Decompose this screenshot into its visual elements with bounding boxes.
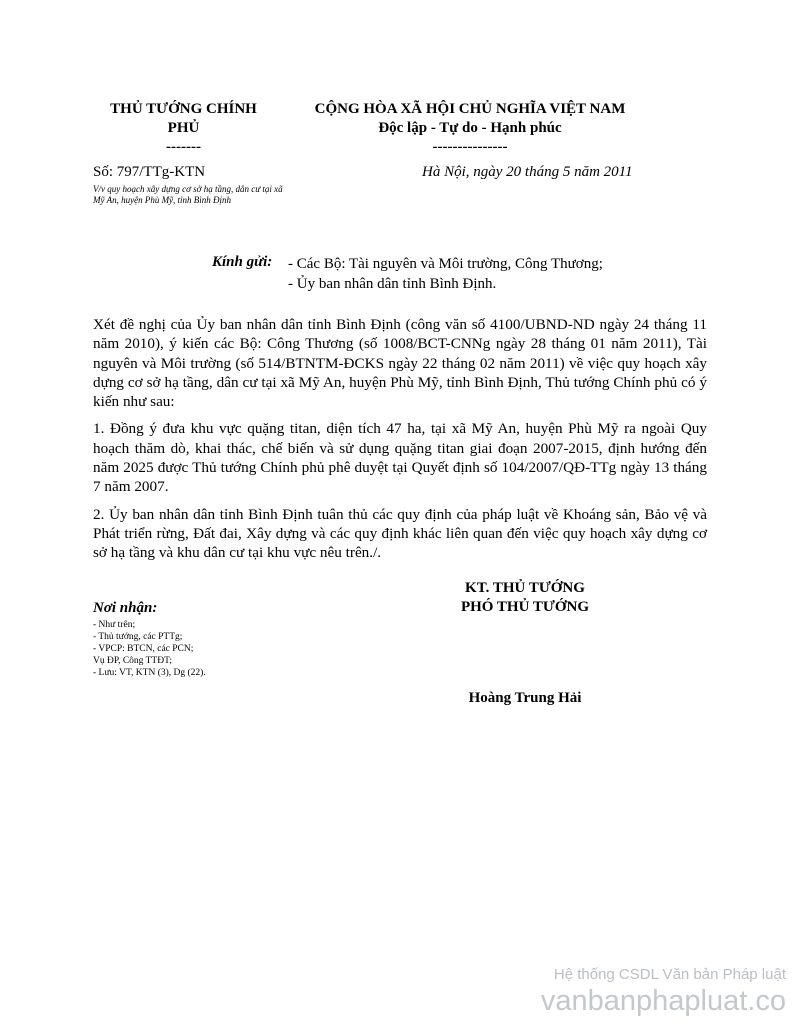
body-paragraph-item-2: 2. Ủy ban nhân dân tỉnh Bình Định tuân thủ các quy định của pháp luật về Khoáng sản, Bảo vệ và Phát triển rừng, Đất đai, Xây dựng và các quy định khác liên quan đến việc quy hoạch xây dựng cơ sở hạ tầng và khu dân cư tại khu vực nêu trên./. <box>93 505 707 562</box>
distribution-title: Nơi nhận: <box>93 600 158 616</box>
watermark-tagline: Hệ thống CSDL Văn bản Pháp luật <box>553 966 786 983</box>
national-motto: Độc lập - Tự do - Hạnh phúc <box>378 120 562 136</box>
recipients-list <box>288 254 603 294</box>
signature-title-line1: KT. THỦ TƯỚNG <box>465 580 585 596</box>
signature-title-line2: PHÓ THỦ TƯỚNG <box>460 599 590 615</box>
site-watermark <box>541 966 786 1018</box>
recipient-item: - Các Bộ: Tài nguyên và Môi trường, Công Thương; <box>288 256 603 272</box>
document-number: Số: 797/TTg-KTN <box>93 164 206 180</box>
recipient-item: - Ủy ban nhân dân tỉnh Bình Định. <box>288 276 497 292</box>
distribution-item: - Lưu: VT, KTN (3), Dg (22). <box>93 668 206 678</box>
national-header-block <box>290 100 650 157</box>
distribution-item: - Như trên; <box>93 620 136 630</box>
document-summary: V/v quy hoạch xây dựng cơ sở hạ tầng, dân cư tại xã Mỹ An, huyện Phù Mỹ, tỉnh Bình Định <box>93 184 283 205</box>
recipients-label: Kính gửi: <box>212 254 273 270</box>
watermark-domain: vanbanphapluat.co <box>540 985 786 1017</box>
distribution-item: - VPCP: BTCN, các PCN; <box>93 644 194 654</box>
distribution-list <box>93 619 293 679</box>
distribution-block <box>93 600 293 679</box>
signature-block <box>420 579 630 617</box>
agency-name-line2: PHỦ <box>167 120 200 136</box>
country-name: CỘNG HÒA XÃ HỘI CHỦ NGHĨA VIỆT NAM <box>314 101 626 117</box>
signer-name: Hoàng Trung Hải <box>468 690 582 706</box>
motto-rule: --------------- <box>432 139 508 155</box>
place-and-date: Hà Nội, ngày 20 tháng 5 năm 2011 <box>422 164 633 180</box>
issuing-agency-block <box>96 100 271 157</box>
document-body <box>93 315 707 571</box>
agency-name-line1: THỦ TƯỚNG CHÍNH <box>110 101 257 117</box>
body-paragraph-intro: Xét đề nghị của Ủy ban nhân dân tỉnh Bình Định (công văn số 4100/UBND-ND ngày 24 tháng 11 năm 2010), ý kiến các Bộ: Công Thương (số 1008/BCT-CNNg ngày 28 tháng 01 năm 2011), Tài nguyên và Môi trường (số 514/BTNTM-ĐCKS ngày 22 tháng 02 năm 2011) về việc quy hoạch xây dựng cơ sở hạ tầng, dân cư tại xã Mỹ An, huyện Phù Mỹ, tỉnh Bình Định, Thủ tướng Chính phủ có ý kiến như sau: <box>93 316 707 411</box>
agency-rule: ------- <box>166 139 201 155</box>
body-paragraph-item-1: 1. Đồng ý đưa khu vực quặng titan, diện tích 47 ha, tại xã Mỹ An, huyện Phù Mỹ ra ngoài Quy hoạch thăm dò, khai thác, chế biến và sử dụng quặng titan giai đoạn 2007-2015, định hướng đến năm 2025 được Thủ tướng Chính phủ phê duyệt tại Quyết định số 104/2007/QĐ-TTg ngày 13 tháng 7 năm 2007. <box>93 420 707 496</box>
distribution-item: - Thủ tướng, các PTTg; <box>93 632 183 642</box>
distribution-item: Vụ ĐP, Công TTĐT; <box>93 656 173 666</box>
